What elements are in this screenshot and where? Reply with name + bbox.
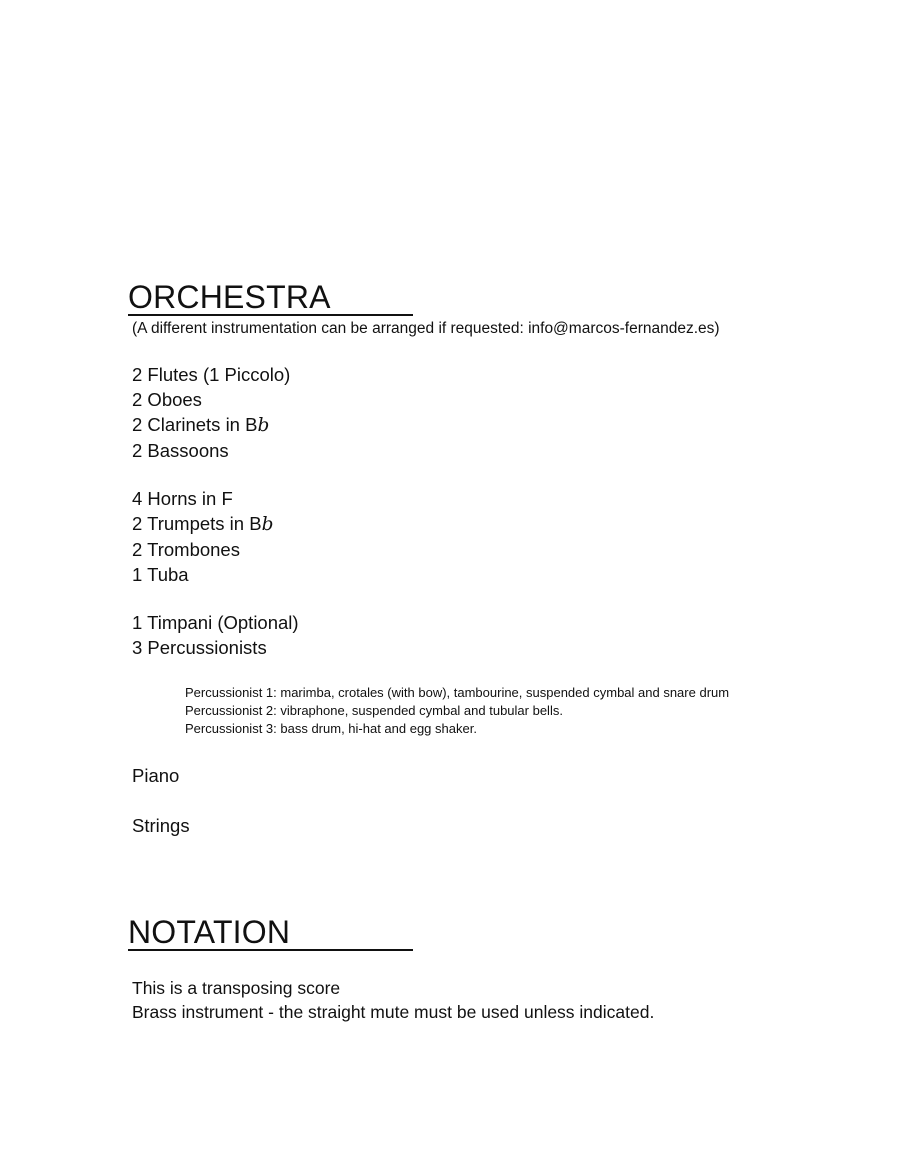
instrument-label: 2 Clarinets in B <box>132 414 258 435</box>
woodwinds-list <box>132 362 290 463</box>
notation-heading: NOTATION <box>128 915 413 951</box>
instrument-label: 2 Oboes <box>132 389 202 410</box>
instrument-label: 3 Percussionists <box>132 637 267 658</box>
instrument-item <box>132 387 290 412</box>
instrument-label: 2 Trombones <box>132 539 240 560</box>
instrumentation-note: (A different instrumentation can be arranged if requested: info@marcos-fernandez.es) <box>132 320 720 337</box>
instrument-label: 2 Flutes (1 Piccolo) <box>132 364 291 385</box>
instrument-item <box>132 511 273 537</box>
flat-symbol: b <box>257 415 270 436</box>
strings-item: Strings <box>132 815 190 836</box>
instrument-label: 2 Trumpets in B <box>132 513 262 534</box>
percussionist-line: Percussionist 1: marimba, crotales (with bow), tambourine, suspended cymbal and snare drum <box>185 685 730 700</box>
instrument-item <box>132 362 290 387</box>
instrument-item <box>132 610 299 635</box>
instrument-label: 2 Bassoons <box>132 440 229 461</box>
percussionist-details <box>185 684 729 738</box>
orchestra-heading: ORCHESTRA <box>128 280 413 316</box>
instrument-label: 1 Timpani (Optional) <box>132 612 299 633</box>
notation-line: This is a transposing score <box>132 978 341 998</box>
notation-notes <box>132 976 654 1024</box>
flat-symbol: b <box>261 514 274 535</box>
instrument-item <box>132 486 273 511</box>
percussionist-line: Percussionist 3: bass drum, hi-hat and egg shaker. <box>185 721 477 736</box>
instrument-item <box>132 537 273 562</box>
percussionist-line: Percussionist 2: vibraphone, suspended cymbal and tubular bells. <box>185 703 563 718</box>
instrument-item <box>132 635 299 660</box>
instrument-item <box>132 562 273 587</box>
piano-item: Piano <box>132 765 180 786</box>
notation-line: Brass instrument - the straight mute must be used unless indicated. <box>132 1002 655 1022</box>
percussion-list <box>132 610 299 660</box>
instrument-label: 4 Horns in F <box>132 488 233 509</box>
instrument-item <box>132 412 290 438</box>
instrument-label: 1 Tuba <box>132 564 189 585</box>
brass-list <box>132 486 273 587</box>
instrument-item <box>132 438 290 463</box>
